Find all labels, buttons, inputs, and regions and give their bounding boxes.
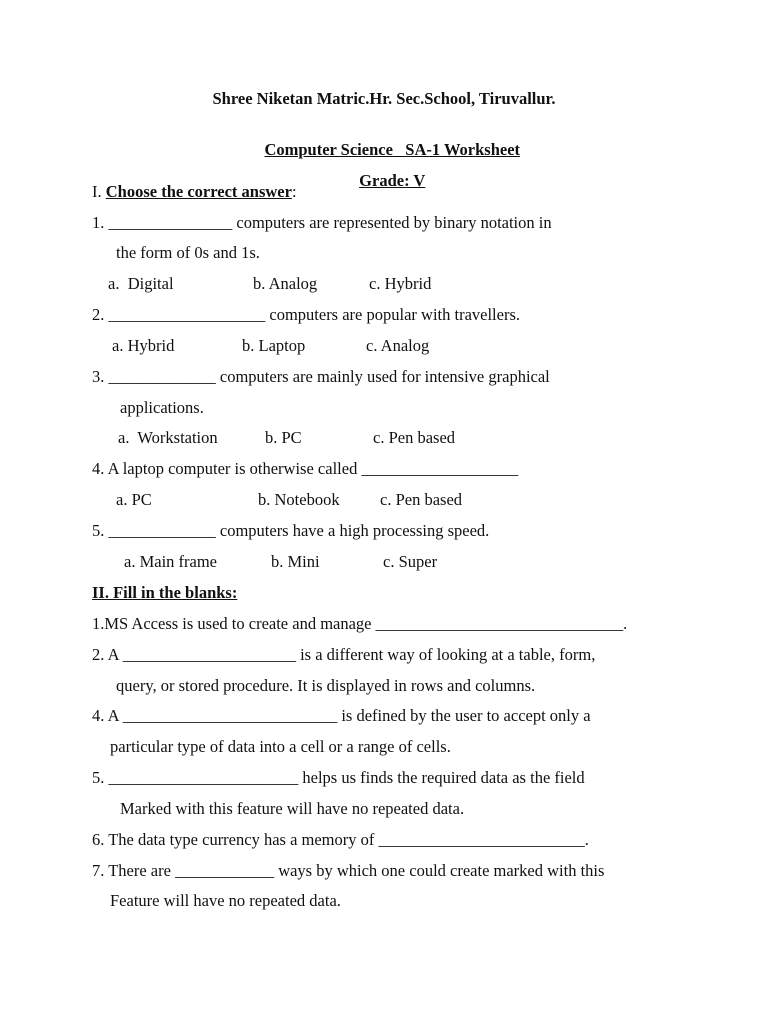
question-2-option-b: b. Laptop xyxy=(242,336,306,355)
question-1-option-a: a. Digital xyxy=(108,274,174,293)
question-2-option-c: c. Analog xyxy=(366,336,430,355)
question-3-text: 3. _____________ computers are mainly used for intensive graphical xyxy=(92,367,550,386)
worksheet-title-text: Computer Science SA-1 Worksheet xyxy=(264,140,521,159)
question-4-option-b: b. Notebook xyxy=(258,490,340,509)
blank-4-continuation: particular type of data into a cell or a range of cells. xyxy=(110,737,451,756)
grade-label-text: Grade: V xyxy=(359,171,426,190)
blank-7-continuation: Feature will have no repeated data. xyxy=(110,891,341,910)
section-1-heading xyxy=(92,182,297,202)
question-5-option-c: c. Super xyxy=(383,552,438,571)
school-name: Shree Niketan Matric.Hr. Sec.School, Tiruvallur. xyxy=(212,89,556,108)
question-1-option-c: c. Hybrid xyxy=(369,274,432,293)
blank-2-continuation: query, or stored procedure. It is displayed in rows and columns. xyxy=(116,676,536,695)
section-1-title: Choose the correct answer xyxy=(105,182,292,201)
question-3-continuation: applications. xyxy=(120,398,204,417)
question-4-option-c: c. Pen based xyxy=(380,490,463,509)
blank-7-text: 7. There are ____________ ways by which one could create marked with this xyxy=(92,861,605,880)
question-3-option-a: a. Workstation xyxy=(118,428,218,447)
section-1-colon: : xyxy=(291,182,297,201)
blank-6-text: 6. The data type currency has a memory of _________________________. xyxy=(92,830,589,849)
section-1-numeral: I. xyxy=(92,182,106,201)
question-1-option-b: b. Analog xyxy=(253,274,318,293)
question-1-continuation: the form of 0s and 1s. xyxy=(116,243,260,262)
blank-1-text: 1.MS Access is used to create and manage ______________________________. xyxy=(92,614,628,633)
question-5-option-a: a. Main frame xyxy=(124,552,217,571)
question-4-option-a: a. PC xyxy=(116,490,152,509)
section-2-heading: II. Fill in the blanks: xyxy=(92,583,238,602)
question-2-option-a: a. Hybrid xyxy=(112,336,175,355)
question-5-text: 5. _____________ computers have a high processing speed. xyxy=(92,521,490,540)
question-1-text: 1. _______________ computers are represented by binary notation in xyxy=(92,213,552,232)
question-3-option-c: c. Pen based xyxy=(373,428,456,447)
question-2-text: 2. ___________________ computers are popular with travellers. xyxy=(92,305,520,324)
blank-2-text: 2. A _____________________ is a different way of looking at a table, form, xyxy=(92,645,596,664)
blank-5-text: 5. _______________________ helps us finds the required data as the field xyxy=(92,768,585,787)
grade-label xyxy=(0,151,768,190)
blank-5-continuation: Marked with this feature will have no repeated data. xyxy=(120,799,465,818)
worksheet-title xyxy=(0,120,768,159)
question-4-text: 4. A laptop computer is otherwise called ___________________ xyxy=(92,459,519,478)
question-5-option-b: b. Mini xyxy=(271,552,320,571)
question-3-option-b: b. PC xyxy=(265,428,302,447)
blank-4-text: 4. A __________________________ is defined by the user to accept only a xyxy=(92,706,591,725)
